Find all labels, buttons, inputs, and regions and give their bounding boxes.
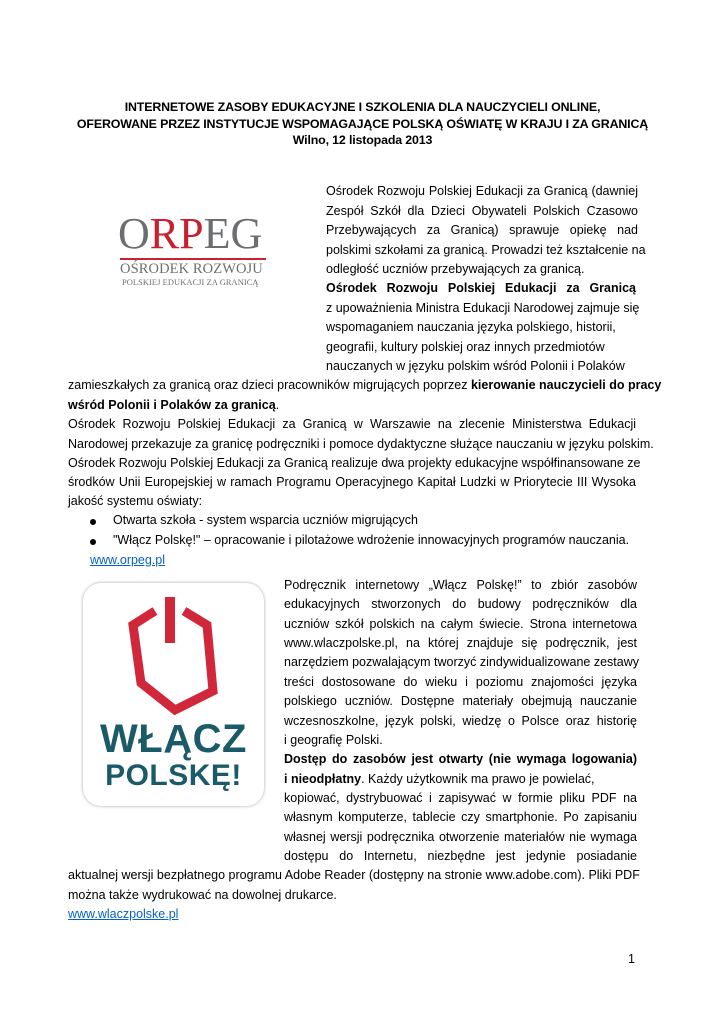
text-line: Ośrodek Rozwoju Polskiej Edukacji za Granicą w Warszawie na zlecenie Ministerstwa Edukacji <box>68 417 636 431</box>
list-item: Otwarta szkoła - system wsparcia uczniów migrujących <box>113 513 418 527</box>
list-item: "Włącz Polskę!" – opracowanie i pilotażowe wdrożenie innowacyjnych programów nauczania. <box>113 533 630 547</box>
text-line: Ośrodek Rozwoju Polskiej Edukacji za Granicą realizuje dwa projekty edukacyjne współfinansowane ze <box>68 456 641 470</box>
text-line: Przebywających za Granicą) sprawuje opiekę nad <box>326 223 638 237</box>
text-line: www.wlaczpolske.pl, na której znajduje się podręcznik, jest <box>284 636 637 650</box>
text-line: uczniów szkół polskich na całym świecie. Strona internetowa <box>284 617 637 631</box>
orpeg-logo-wordmark: ORPEG <box>118 209 263 258</box>
text-line: Zespół Szkół dla Dzieci Obywateli Polskich Czasowo <box>326 204 638 218</box>
text-line: Podręcznik internetowy „Włącz Polskę!” to zbiór zasobów <box>284 578 637 592</box>
text-line: polskiego uczniów. Dostępne materiały obejmują nauczanie <box>284 694 637 708</box>
text-line: treści dostosowane do wieku i poziomu znajomości języka <box>284 675 637 689</box>
header-title-line-1: INTERNETOWE ZASOBY EDUKACYJNE I SZKOLENIA DLA NAUCZYCIELI ONLINE, <box>124 100 601 114</box>
text-line: edukacyjnych stworzonych do budowy podręczników dla <box>284 597 637 611</box>
text-line: można także wydrukować na dowolnej drukarce. <box>68 888 337 902</box>
text-line: z upoważnienia Ministra Edukacji Narodowej zajmuje się <box>326 301 640 315</box>
text-line: wśród Polonii i Polaków za granicą. <box>68 398 280 412</box>
orpeg-link-text[interactable]: www.orpeg.pl <box>90 553 166 567</box>
wlacz-polske-logo <box>83 583 264 806</box>
page-number: 1 <box>628 952 635 966</box>
orpeg-logo-subtitle-1: OŚRODEK ROZWOJU <box>120 261 263 277</box>
orpeg-website-link[interactable] <box>90 552 165 569</box>
text-line: i geografię Polski. <box>284 733 383 747</box>
text-line: nauczanych w języku polskim wśród Polonii i Polaków <box>326 359 625 373</box>
text-line: zamieszkałych za granicą oraz dzieci pracowników migrujących poprzez kierowanie nauczycieli do pracy <box>68 378 662 392</box>
wlacz-website-link[interactable] <box>68 906 178 923</box>
orpeg-logo-subtitle-2: POLSKIEJ EDUKACJI ZA GRANICĄ <box>122 278 259 287</box>
text-line: Ośrodek Rozwoju Polskiej Edukacji za Granicą (dawniej <box>326 184 638 198</box>
bullet-icon <box>90 539 96 545</box>
text-line: geografii, kultury polskiej oraz innych przedmiotów <box>326 340 605 354</box>
orpeg-logo <box>118 209 270 290</box>
wlacz-polske-logo-line-2: POLSKĘ! <box>105 759 242 792</box>
document-header <box>0 99 725 149</box>
wlacz-link-text[interactable]: www.wlaczpolske.pl <box>68 907 179 921</box>
orpeg-logo-rule <box>120 258 266 260</box>
text-line: wczesnoszkolne, język polski, wiedzę o Polsce oraz historię <box>284 714 637 728</box>
text-line: własnym komputerze, tablecie czy smartphonie. Po zapisaniu <box>284 810 637 824</box>
text-line: polskimi szkołami za granicą. Prowadzi też kształcenie na <box>326 243 646 257</box>
text-line: wspomaganiem nauczania języka polskiego, historii, <box>326 320 616 334</box>
text-line: własnej wersji podręcznika otworzenie materiałów nie wymaga <box>284 830 637 844</box>
text-line: Narodowej przekazuje za granicę podręczniki i pomoce dydaktyczne służące nauczaniu w języku polskim. <box>68 437 654 451</box>
text-line: jakość systemu oświaty: <box>68 494 203 508</box>
text-line: i nieodpłatny. Każdy użytkownik ma prawo je powielać, <box>284 772 595 786</box>
power-icon <box>83 583 264 723</box>
text-line: odległość uczniów przebywających za granicą. <box>326 262 585 276</box>
text-line: dostępu do Internetu, niezbędne jest jedynie posiadanie <box>284 849 637 863</box>
header-date: Wilno, 12 listopada 2013 <box>292 133 433 147</box>
text-line: kopiować, dystrybuować i zapisywać w formie pliku PDF na <box>284 791 637 805</box>
bullet-icon <box>90 519 96 525</box>
text-line: aktualnej wersji bezpłatnego programu Adobe Reader (dostępny na stronie www.adobe.com). Pliki PDF <box>68 868 640 882</box>
wlacz-polske-logo-line-1: WŁĄCZ <box>100 717 247 761</box>
text-line: narzędziem pozwalającym tworzyć zindywidualizowane zestawy <box>284 655 640 669</box>
text-line: środków Unii Europejskiej w ramach Programu Operacyjnego Kapitał Ludzki w Priorytecie III Wysoka <box>68 475 636 489</box>
header-title-line-2: OFEROWANE PRZEZ INSTYTUCJE WSPOMAGAJĄCE POLSKĄ OŚWIATĘ W KRAJU I ZA GRANICĄ <box>76 116 649 131</box>
access-bold-line: Dostęp do zasobów jest otwarty (nie wymaga logowania) <box>284 752 637 766</box>
orpeg-name-bold: Ośrodek Rozwoju Polskiej Edukacji za Granicą <box>326 281 636 295</box>
